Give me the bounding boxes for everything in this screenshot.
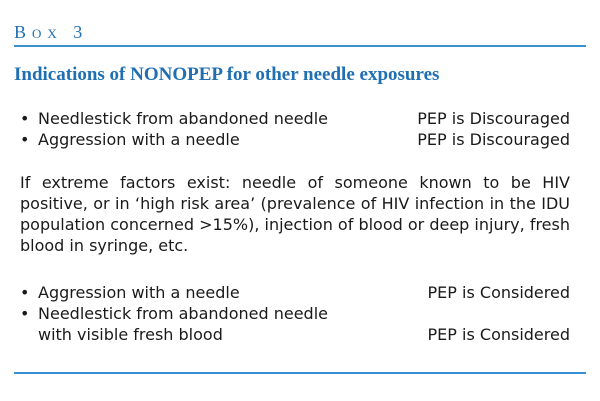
considered-list <box>20 282 570 345</box>
list-item <box>20 129 570 150</box>
item-text: Needlestick from abandoned needle <box>38 109 328 128</box>
item-status: PEP is Considered <box>427 325 570 344</box>
item-text: Aggression with a needle <box>38 283 240 302</box>
item-status: PEP is Discouraged <box>417 130 570 149</box>
box-label: Box 3 <box>14 22 89 42</box>
discouraged-list <box>20 108 570 150</box>
item-status: PEP is Considered <box>427 283 570 302</box>
bottom-divider <box>14 372 586 374</box>
box-title: Indications of NONOPEP for other needle exposures <box>14 64 440 85</box>
item-status: PEP is Discouraged <box>417 109 570 128</box>
bullet-icon: • <box>20 130 30 149</box>
item-text: Aggression with a needle <box>38 130 240 149</box>
item-text: Needlestick from abandoned needle <box>38 304 328 323</box>
extreme-factors-paragraph: If extreme factors exist: needle of someone known to be HIV positive, or in ‘high risk area’ (prevalence of HIV infection in the IDU population concerned >15%), injection of blood or deep injury, fresh blood in syringe, etc. <box>20 173 570 255</box>
list-item <box>20 303 570 324</box>
list-item-continuation <box>20 324 570 345</box>
bullet-icon: • <box>20 283 30 302</box>
item-text: with visible fresh blood <box>38 325 223 344</box>
bullet-icon: • <box>20 304 30 323</box>
list-item <box>20 282 570 303</box>
bullet-icon: • <box>20 109 30 128</box>
list-item <box>20 108 570 129</box>
top-divider <box>14 45 586 47</box>
